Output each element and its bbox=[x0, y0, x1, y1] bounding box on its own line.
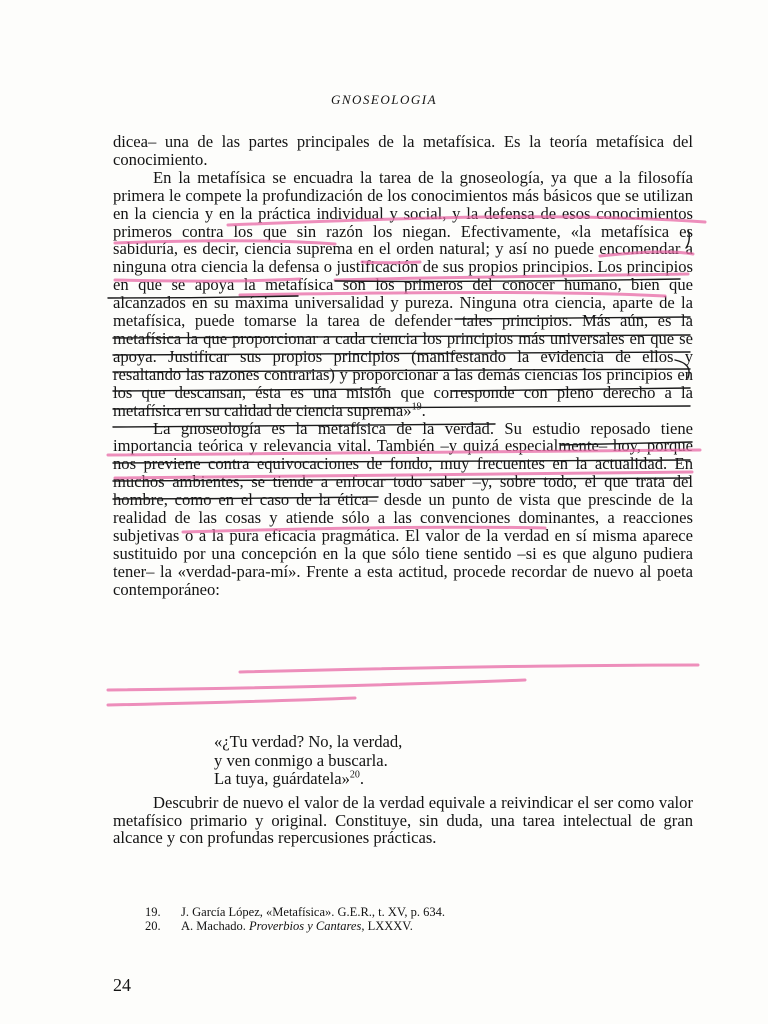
paragraph-1: dicea– una de las partes principales de la metafísica. Es la teoría metafísica del conocimiento. bbox=[113, 132, 693, 169]
paragraph-4: Descubrir de nuevo el valor de la verdad equivale a reivindicar el ser como valor metafísico primario y original. Constituye, sin duda, una tarea intelectual de gran alcance y con profundas repercusiones prácticas. bbox=[113, 793, 693, 847]
paragraph-2-text: En la metafísica se encuadra la tarea de la gnoseología, ya que a la filosofía primera le compete la profundización de los conocimientos más básicos que se utilizan en la ciencia y en la práctica individual y social, y la defensa de esos conocimientos primeros contra los que sin razón los niegan. Efectivamente, «la metafísica es sabiduría, es decir, ciencia suprema en el orden natural; y así no puede encomendar a ninguna otra ciencia la defensa o justificación de sus propios principios. Los principios en que se apoya la metafísica son los primeros del conocer humano, bien que alcanzados en su máxima universalidad y pureza. Ninguna otra ciencia, aparte de la metafísica, puede tomarse la tarea de defender tales principios. Más aún, es la metafísica la que proporcionar a cada ciencia los principios más universales en que se apoya. Justificar sus propios principios (manifestando la evidencia de ellos y resaltando las razones contrarias) y proporcionar a las demás ciencias los principios en los que descansan, ésta es una misión que corresponde con pleno derecho a la metafísica en su calidad de ciencia suprema» bbox=[113, 167, 693, 420]
footnote-19 bbox=[145, 905, 445, 919]
highlight-stroke bbox=[108, 698, 355, 705]
footnote-number: 20. bbox=[145, 919, 161, 933]
page-number: 24 bbox=[113, 975, 131, 995]
paragraph-3: La gnoseología es la metafísica de la verdad. Su estudio reposado tiene importancia teórica y relevancia vital. También –y quizá especialmente– hoy, porque nos previene contra equivocaciones de fondo, muy frecuentes en la actualidad. En muchos ambientes, se tiende a enfocar todo saber –y, sobre todo, el que trata del hombre, como en el caso de la ética– desde un punto de vista que prescinde de la realidad de las cosas y atiende sólo a las convenciones dominantes, a reacciones subjetivas o a la pura eficacia pragmática. El valor de la verdad en sí misma aparece sustituido por una concepción en la que sólo tiene sentido –si es que alguno pudiera tener– la «verdad-para-mí». Frente a esta actitud, procede recordar de nuevo al poeta contemporáneo: bbox=[113, 418, 693, 599]
footnote-ref-19: 19 bbox=[411, 401, 422, 413]
main-text bbox=[113, 133, 693, 599]
footnote-20: 20. A. Machado. Proverbios y Cantares, LXXXV. bbox=[145, 919, 413, 933]
closing-text bbox=[113, 794, 693, 847]
highlight-stroke bbox=[240, 665, 698, 672]
running-head: GNOSEOLOGIA bbox=[330, 92, 438, 107]
verse-line: y ven conmigo a buscarla. bbox=[214, 750, 388, 770]
verse-quote bbox=[214, 733, 402, 789]
footnote-number: 19. bbox=[145, 905, 161, 919]
verse-line: La tuya, guárdatela»$^{20}$. bbox=[214, 769, 365, 788]
footnote-text: J. García López, «Metafísica». G.E.R., t. XV, p. 634. bbox=[181, 905, 445, 919]
footnote-rest: , LXXXV. bbox=[361, 919, 413, 933]
highlight-stroke bbox=[108, 680, 525, 690]
footnote-ref-20: 20 bbox=[349, 769, 360, 781]
verse-line-text: La tuya, guárdatela» bbox=[214, 769, 350, 788]
footnote-author: A. Machado bbox=[181, 919, 243, 933]
paragraph-2: En la metafísica se encuadra la tarea de la gnoseología, ya que a la filosofía primera le compete la profundización de los conocimientos más básicos que se utilizan en la ciencia y en la práctica individual y social, y la defensa de esos conocimientos primeros contra los que sin razón los niegan. Efectivamente, «la metafísica es sabiduría, es decir, ciencia suprema en el orden natural; y así no puede encomendar a ninguna otra ciencia la defensa o justificación de sus propios principios. Los principios en que se apoya la metafísica son los primeros del conocer humano, bien que alcanzados en su máxima universalidad y pureza. Ninguna otra ciencia, aparte de la metafísica, puede tomarse la tarea de defender tales principios. Más aún, es la metafísica la que proporcionar a cada ciencia los principios más universales en que se apoya. Justificar sus propios principios (manifestando la evidencia de ellos y resaltando las razones contrarias) y proporcionar a las demás ciencias los principios en los que descansan, ésta es una misión que corresponde con pleno derecho a la metafísica en su calidad de ciencia suprema»$^{19}$. bbox=[113, 167, 693, 420]
footnotes bbox=[145, 905, 445, 933]
footnote-title: Proverbios y Cantares bbox=[249, 919, 362, 933]
verse-line: «¿Tu verdad? No, la verdad, bbox=[214, 732, 403, 751]
